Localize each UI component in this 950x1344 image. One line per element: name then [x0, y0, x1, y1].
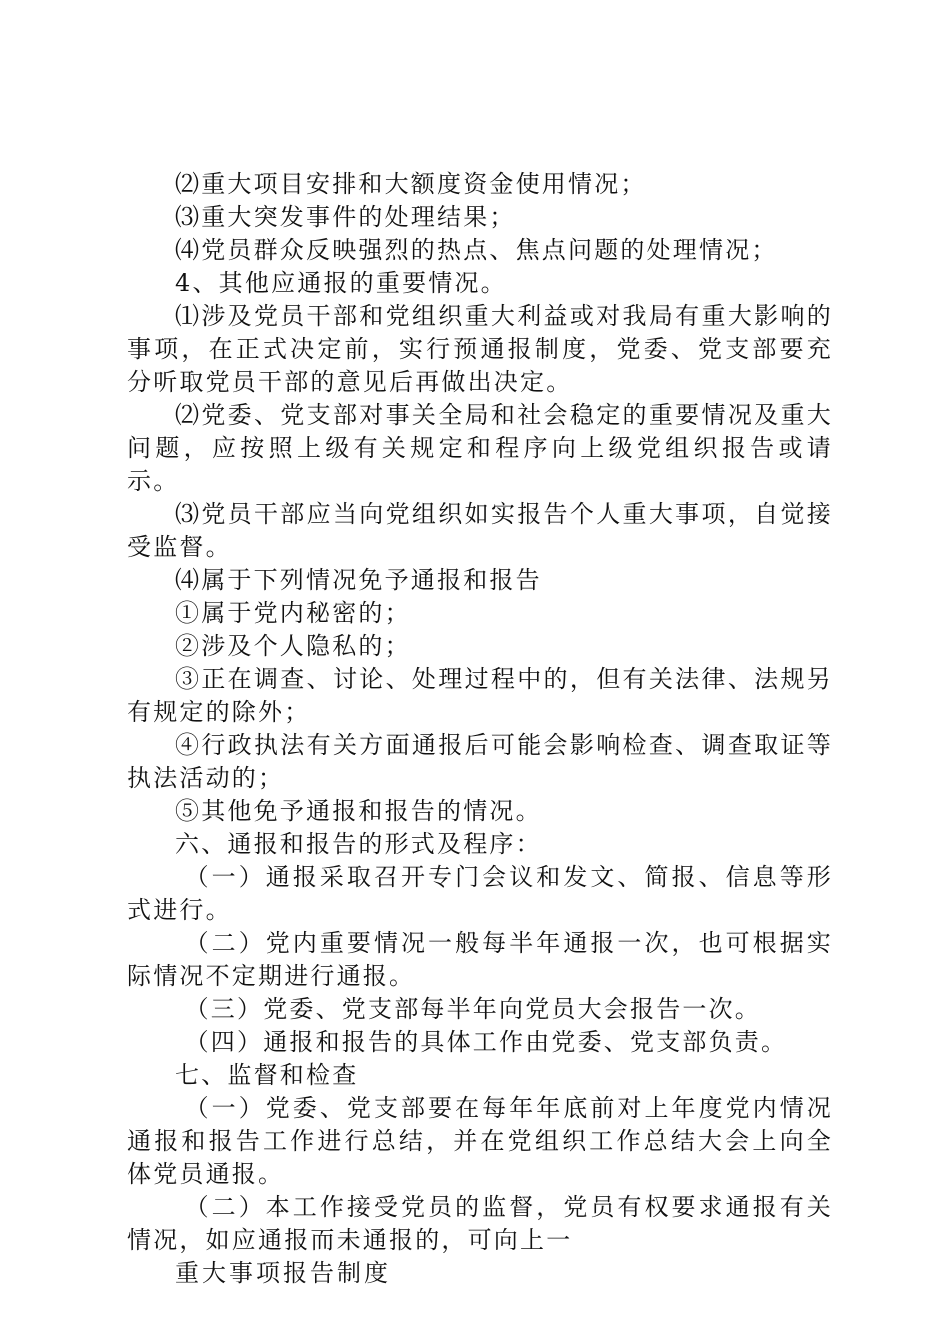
paragraph-exemption-4: ④行政执法有关方面通报后可能会影响检查、调查取证等执法活动的；	[127, 731, 833, 792]
paragraph-item-4: ⑷党员群众反映强烈的热点、焦点问题的处理情况；	[175, 236, 778, 264]
paragraph-exemption-2: ②涉及个人隐私的；	[175, 632, 411, 660]
section-heading-6: 六、通报和报告的形式及程序：	[175, 830, 542, 858]
paragraph-exemption-5: ⑤其他免予通报和报告的情况。	[175, 797, 542, 825]
paragraph-procedure-3: （三）党委、党支部每半年向党员大会报告一次。	[184, 995, 761, 1023]
paragraph-item-1-advance-notice: ⑴涉及党员干部和党组织重大利益或对我局有重大影响的事项，在正式决定前，实行预通报制度，党委、党支部要充分听取党员干部的意见后再做出决定。	[127, 302, 833, 396]
paragraph-item-2: ⑵重大项目安排和大额度资金使用情况；	[175, 170, 647, 198]
paragraph-procedure-2: （二）党内重要情况一般每半年通报一次，也可根据实际情况不定期进行通报。	[127, 929, 833, 990]
paragraph-exemption-1: ①属于党内秘密的；	[175, 599, 411, 627]
section-heading-7: 七、监督和检查	[175, 1061, 359, 1089]
paragraph-supervision-2: （二）本工作接受党员的监督，党员有权要求通报有关情况，如应通报而未通报的，可向上一	[127, 1193, 833, 1254]
paragraph-supervision-1: （一）党委、党支部要在每年年底前对上年度党内情况通报和报告工作进行总结，并在党组织工作总结大会上向全体党员通报。	[127, 1094, 833, 1188]
document-body	[127, 168, 833, 1290]
document-title: 重大事项报告制度	[175, 1259, 391, 1287]
paragraph-item-3-personal-report: ⑶党员干部应当向党组织如实报告个人重大事项，自觉接受监督。	[127, 500, 833, 561]
paragraph-procedure-1: （一）通报采取召开专门会议和发文、简报、信息等形式进行。	[127, 863, 833, 924]
paragraph-item-3: ⑶重大突发事件的处理结果；	[175, 203, 516, 231]
paragraph-procedure-4: （四）通报和报告的具体工作由党委、党支部负责。	[184, 1028, 788, 1056]
paragraph-item-4-exemptions: ⑷属于下列情况免予通报和报告	[175, 566, 542, 594]
paragraph-exemption-3: ③正在调查、讨论、处理过程中的，但有关法律、法规另有规定的除外；	[127, 665, 833, 726]
paragraph-section-4: 4、其他应通报的重要情况。	[175, 269, 507, 297]
paragraph-item-2-report-superior: ⑵党委、党支部对事关全局和社会稳定的重要情况及重大问题，应按照上级有关规定和程序向上级党组织报告或请示。	[127, 401, 833, 495]
